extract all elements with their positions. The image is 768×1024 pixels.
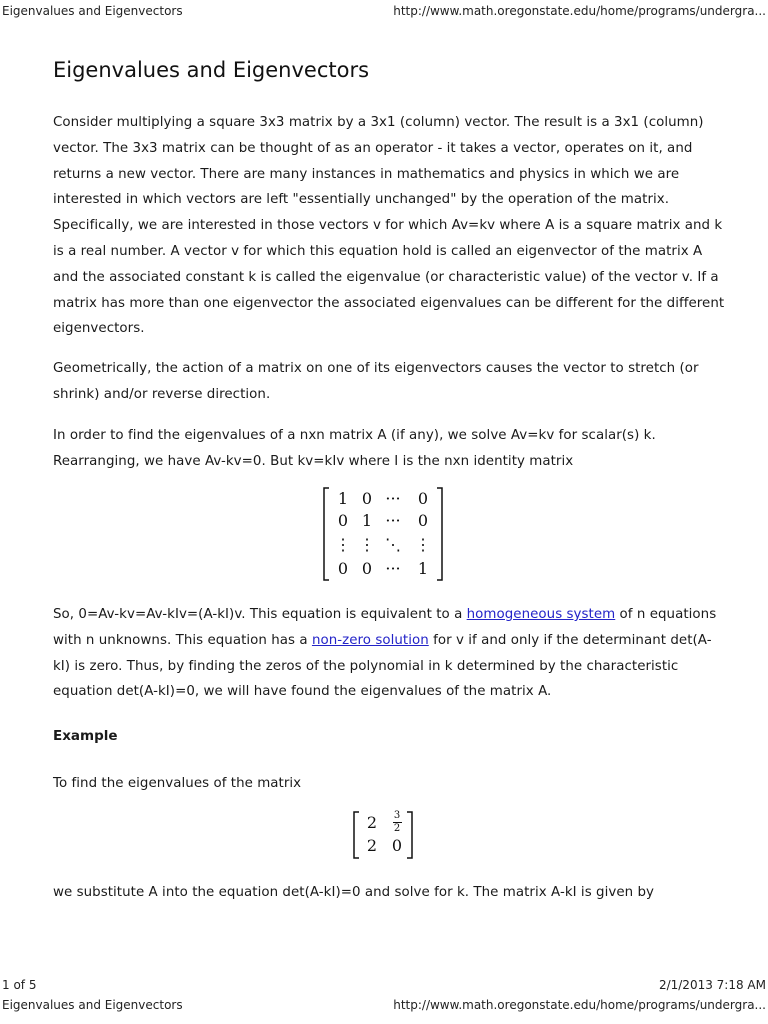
page-indicator: 1 of 5 xyxy=(2,978,37,992)
print-header-title: Eigenvalues and Eigenvectors xyxy=(2,4,183,18)
identity-matrix xyxy=(323,486,443,582)
matrix-fraction xyxy=(391,811,403,834)
example-heading: Example xyxy=(53,728,118,744)
matrix-cell: ⋱ xyxy=(385,535,401,554)
example-intro: To find the eigenvalues of the matrix xyxy=(53,776,302,791)
text-segment: So, 0=Av-kv=Av-kIv=(A-kI)v. This equation is equivalent to a xyxy=(53,607,467,622)
text-segment: for v if and only if the determinant det(A-kI) is zero. Thus, by finding the zeros of the polynomial in k determined by the characteristic equation det(A-kI)=0, we will have found the eigenvalues of the matrix A. xyxy=(53,632,712,700)
fraction-denominator: 2 xyxy=(393,823,401,834)
matrix-cell: 2 xyxy=(366,836,378,855)
matrix-cell: ⋮ xyxy=(415,535,431,554)
intro-paragraph: Consider multiplying a square 3x3 matrix by a 3x1 (column) vector. The result is a 3x1 (column) vector. The 3x3 matrix can be thought of as an operator - it takes a vector, operates on it, and returns a new vector. There are many instances in mathematics and physics in which we are interested in which vectors are left "essentially unchanged" by the operation of the matrix. Specifically, we are interested in those vectors v for which Av=kv where A is a square matrix and k is a real number. A vector v for which this equation hold is called an eigenvector of the matrix A and the associated constant k is called the eigenvalue (or characteristic value) of the vector v. If a matrix has more than one eigenvector the associated eigenvalues can be different for the different eigenvectors. xyxy=(53,115,725,337)
characteristic-paragraph xyxy=(53,602,725,705)
fraction-numerator: 3 xyxy=(393,810,401,821)
print-header-url[interactable]: http://www.math.oregonstate.edu/home/programs/undergra... xyxy=(393,4,766,18)
print-timestamp: 2/1/2013 7:18 AM xyxy=(658,978,766,992)
matrix-cell: 0 xyxy=(391,836,403,855)
homogeneous-system-link[interactable]: homogeneous system xyxy=(466,607,616,622)
page-title: Eigenvalues and Eigenvectors xyxy=(53,58,370,82)
matrix-cell: ··· xyxy=(385,511,401,530)
method-paragraph: In order to find the eigenvalues of a nxn matrix A (if any), we solve Av=kv for scalar(s) k. Rearranging, we have Av-kv=0. But kv=kIv where I is the nxn identity matrix xyxy=(53,428,656,469)
matrix-cell: 1 xyxy=(417,559,429,578)
matrix-cell: ⋮ xyxy=(335,535,351,554)
matrix-cell: 0 xyxy=(417,489,429,508)
non-zero-solution-link[interactable]: non-zero solution xyxy=(311,632,429,648)
matrix-cell: 0 xyxy=(337,511,349,530)
matrix-cell: 0 xyxy=(361,559,373,578)
substitution-paragraph: we substitute A into the equation det(A-kI)=0 and solve for k. The matrix A-kI is given by xyxy=(53,885,654,900)
geometric-paragraph: Geometrically, the action of a matrix on one of its eigenvectors causes the vector to stretch (or shrink) and/or reverse direction. xyxy=(53,361,699,402)
matrix-cell: 0 xyxy=(361,489,373,508)
print-footer-url[interactable]: http://www.math.oregonstate.edu/home/programs/undergra... xyxy=(393,998,766,1012)
text-segment: of n equations with n unknowns. This equation has a xyxy=(53,607,717,648)
matrix-cell: ··· xyxy=(385,489,401,508)
matrix-cell: 1 xyxy=(337,489,349,508)
print-footer-title: Eigenvalues and Eigenvectors xyxy=(2,998,183,1012)
matrix-cell: 0 xyxy=(417,511,429,530)
example-matrix xyxy=(353,810,413,860)
matrix-cell: 1 xyxy=(361,511,373,530)
matrix-cell: ··· xyxy=(385,559,401,578)
matrix-cell: 2 xyxy=(366,813,378,832)
matrix-cell: 0 xyxy=(337,559,349,578)
matrix-cell: ⋮ xyxy=(359,535,375,554)
